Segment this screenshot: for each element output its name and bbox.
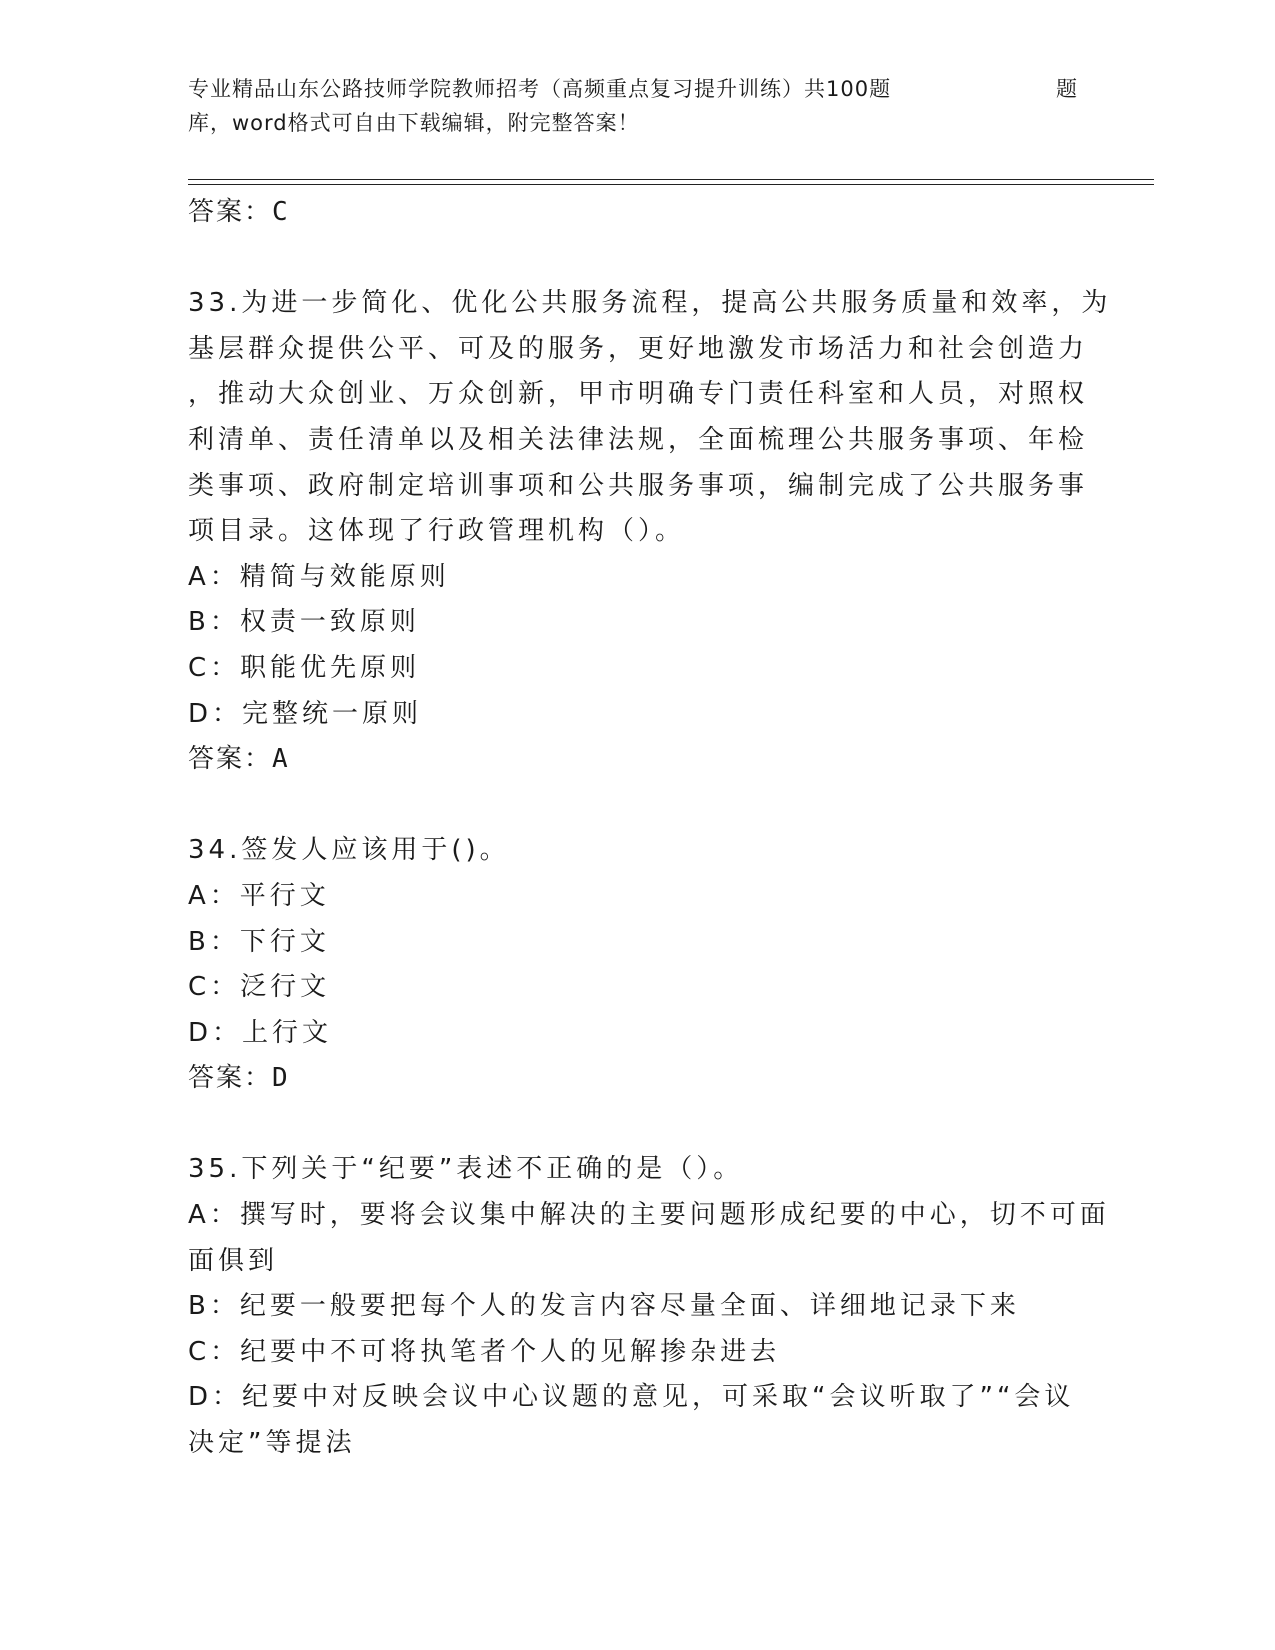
header-line-1: 专业精品山东公路技师学院教师招考（高频重点复习提升训练）共100题 — [188, 77, 892, 101]
option-b: B：纪要一般要把每个人的发言内容尽量全面、详细地记录下来 — [188, 1291, 1020, 1322]
document-body — [188, 190, 1112, 1467]
answer: 答案：A — [188, 744, 290, 775]
option-c: C：泛行文 — [188, 972, 331, 1003]
option-a: A：精简与效能原则 — [188, 561, 450, 592]
option-a: A：平行文 — [188, 880, 330, 911]
spacer — [188, 1102, 1088, 1148]
header-line-2: 库，word格式可自由下载编辑，附完整答案！ — [188, 111, 640, 135]
question-text-line: 利清单、责任清单以及相关法律法规，全面梳理公共服务事项、年检 — [188, 424, 1089, 455]
option-d: D：纪要中对反映会议中心议题的意见，可采取“会议听取了”“会议 — [188, 1382, 1075, 1413]
spacer — [188, 236, 1088, 282]
question-text-line: 35.下列关于“纪要”表述不正确的是（）。 — [188, 1154, 744, 1185]
question-text-line: 34.签发人应该用于()。 — [188, 835, 510, 866]
page-header — [188, 72, 1088, 140]
option-d-continued: 决定”等提法 — [188, 1428, 356, 1459]
option-a: A：撰写时，要将会议集中解决的主要问题形成纪要的中心，切不可面 — [188, 1200, 1110, 1231]
spacer — [188, 783, 1088, 829]
header-line-1-tail: 题 — [1056, 77, 1078, 101]
option-d: D：上行文 — [188, 1017, 333, 1048]
question-text-line: 33.为进一步简化、优化公共服务流程，提高公共服务质量和效率，为 — [188, 288, 1112, 319]
question-block — [188, 1147, 1110, 1466]
option-b: B：权责一致原则 — [188, 607, 420, 638]
question-text-line: ，推动大众创业、万众创新，甲市明确专门责任科室和人员，对照权 — [188, 379, 1089, 410]
question-text-line: 类事项、政府制定培训事项和公共服务事项，编制完成了公共服务事 — [188, 470, 1089, 501]
header-rule-top — [188, 179, 1154, 180]
option-d: D：完整统一原则 — [188, 698, 423, 729]
option-b: B：下行文 — [188, 926, 330, 957]
header-rule-bottom — [188, 184, 1154, 185]
previous-answer: 答案：C — [188, 197, 290, 227]
question-block — [188, 281, 1112, 783]
question-text-line: 项目录。这体现了行政管理机构（）。 — [188, 516, 686, 547]
option-c: C：职能优先原则 — [188, 652, 421, 683]
answer: 答案：D — [188, 1063, 290, 1094]
option-c: C：纪要中不可将执笔者个人的见解掺杂进去 — [188, 1336, 781, 1367]
option-a-continued: 面俱到 — [188, 1245, 279, 1276]
question-text-line: 基层群众提供公平、可及的服务，更好地激发市场活力和社会创造力 — [188, 333, 1089, 364]
question-block — [188, 828, 1088, 1102]
